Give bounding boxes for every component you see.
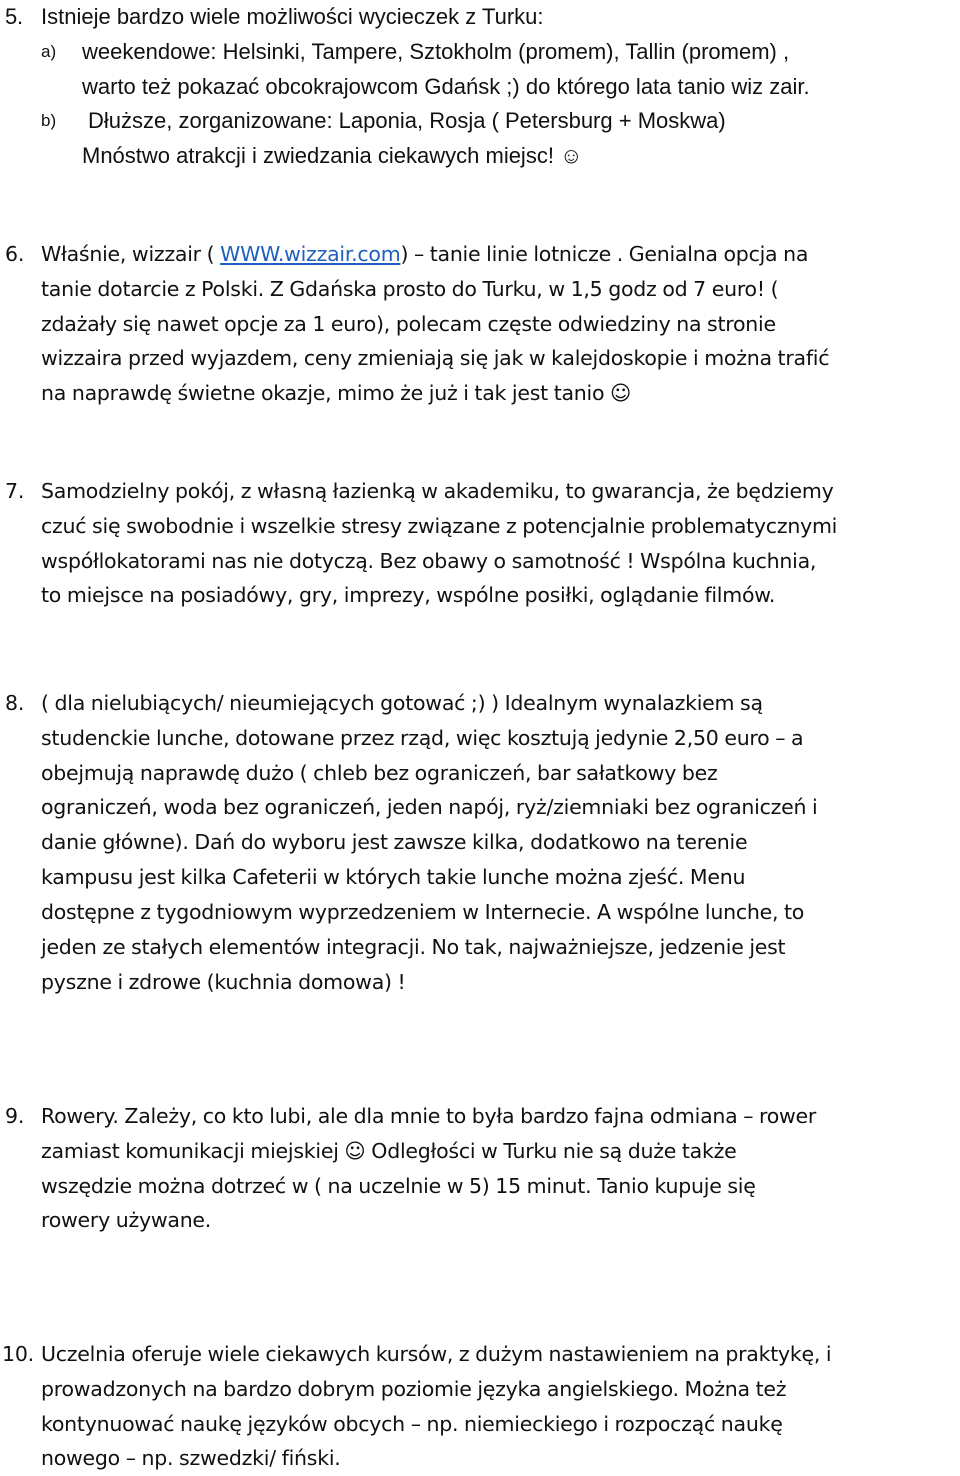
wizzair-link[interactable]: WWW.wizzair.com [220, 242, 401, 266]
item-text-segment: Właśnie, wizzair ( [41, 242, 221, 266]
sub-item-text-line: Dłuższe, zorganizowane: Laponia, Rosja ( Petersburg + Moskwa) [88, 108, 726, 133]
item-text-segment: ) – tanie linie lotnicze . Genialna opcja na [400, 242, 809, 266]
item-text-line: Istnieje bardzo wiele możliwości wycieczek z Turku: [41, 4, 544, 29]
item-text-line: zamiast komunikacji miejskiej ☺ Odległości w Turku nie są duże także [41, 1139, 737, 1163]
item-text-line [41, 237, 808, 272]
item-text-line: danie główne). Dań do wyboru jest zawsze kilka, dodatkowo na terenie [41, 830, 748, 854]
item-text-line: wizzaira przed wyjazdem, ceny zmieniają się jak w kalejdoskopie i można trafić [41, 346, 830, 370]
item-text-line: czuć się swobodnie i wszelkie stresy związane z potencjalnie problematycznymi [41, 514, 838, 538]
item-text-line: studenckie lunche, dotowane przez rząd, więc kosztują jedynie 2,50 euro – a [41, 726, 804, 750]
item-text-line: dostępne z tygodniowym wyprzedzeniem w Internecie. A wspólne lunche, to [41, 900, 805, 924]
item-text-line: Samodzielny pokój, z własną łazienką w akademiku, to gwarancja, że będziemy [41, 479, 834, 503]
item-text-line: Uczelnia oferuje wiele ciekawych kursów, z dużym nastawieniem na praktykę, i [41, 1342, 832, 1366]
item-text-line: jeden ze stałych elementów integracji. No tak, najważniejsze, jedzenie jest [41, 935, 786, 959]
item-text-line: wszędzie można dotrzeć w ( na uczelnie w 5) 15 minut. Tanio kupuje się [41, 1174, 756, 1198]
item-text-line: kampusu jest kilka Cafeterii w których takie lunche można zjeść. Menu [41, 865, 746, 889]
sub-item-text-line: weekendowe: Helsinki, Tampere, Sztokholm (promem), Tallin (promem) , [82, 39, 790, 64]
item-number: 8. [5, 691, 25, 715]
item-number: 10. [2, 1342, 35, 1366]
item-number: 9. [5, 1104, 25, 1128]
item-text-line: ograniczeń, woda bez ograniczeń, jeden napój, ryż/ziemniaki bez ograniczeń i [41, 795, 818, 819]
item-text-line: pyszne i zdrowe (kuchnia domowa) ! [41, 970, 406, 994]
item-number: 5. [5, 4, 23, 29]
item-text-line: rowery używane. [41, 1208, 212, 1232]
item-text-line: Rowery. Zależy, co kto lubi, ale dla mnie to była bardzo fajna odmiana – rower [41, 1104, 817, 1128]
sub-item-label: a) [41, 42, 57, 61]
item-text-line: nowego – np. szwedzki/ fiński. [41, 1446, 341, 1470]
item-text-line: na naprawdę świetne okazje, mimo że już i tak jest tanio ☺ [41, 381, 632, 405]
sub-item-label: b) [41, 111, 57, 130]
item-text-line: to miejsce na posiadówy, gry, imprezy, wspólne posiłki, oglądanie filmów. [41, 583, 776, 607]
item-text-line: zdażały się nawet opcje za 1 euro), polecam częste odwiedziny na stronie [41, 312, 776, 336]
item-text-line: ( dla nielubiących/ nieumiejących gotować ;) ) Idealnym wynalazkiem są [41, 691, 763, 715]
item-text-line: obejmują naprawdę dużo ( chleb bez ograniczeń, bar sałatkowy bez [41, 761, 718, 785]
item-text-line: prowadzonych na bardzo dobrym poziomie języka angielskiego. Można też [41, 1377, 787, 1401]
sub-item-text-line: Mnóstwo atrakcji i zwiedzania ciekawych miejsc! ☺ [82, 143, 583, 168]
item-text-line: współlokatorami nas nie dotyczą. Bez obawy o samotność ! Wspólna kuchnia, [41, 549, 817, 573]
sub-item-text-line: warto też pokazać obcokrajowcom Gdańsk ;) do którego lata tanio wiz zair. [82, 74, 810, 99]
item-number: 6. [5, 242, 25, 266]
item-number: 7. [5, 479, 25, 503]
item-text-line: kontynuować naukę języków obcych – np. niemieckiego i rozpocząć naukę [41, 1412, 783, 1436]
item-text-line: tanie dotarcie z Polski. Z Gdańska prosto do Turku, w 1,5 godz od 7 euro! ( [41, 277, 779, 301]
